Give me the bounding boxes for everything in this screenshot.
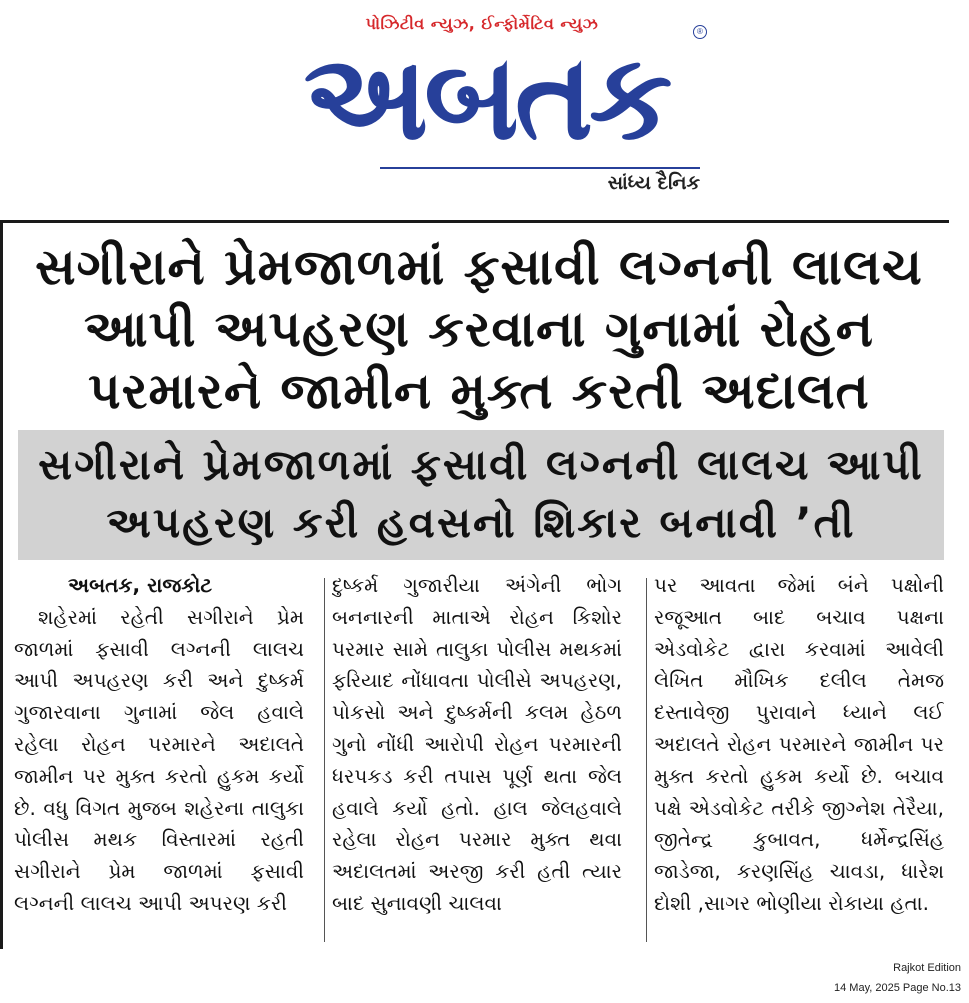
masthead-subtitle: સાંધ્ય દૈનિક: [607, 172, 700, 194]
edition-info: [834, 958, 961, 998]
column-1-text: શહેરમાં રહેતી સગીરાને પ્રેમ જાળમાં ફસાવી લગ્નની લાલચ આપી અપહરણ કરી અને દુષ્કર્મ ગુજારવાના ગુનામાં જેલ હવાલે રહેલા રોહન પરમારને અદાલતે જામીન પર મુક્ત કરતો હુકમ કર્યો છે. વધુ વિગત મુજબ શહેરના તાલુકા પોલીસ મથક વિસ્તારમાં રહતી સગીરાને પ્રેમ જાળમાં ફસાવી લગ્નની લાલચ આપી અપરણ કરી: [14, 604, 304, 915]
column-2-text: દુષ્કર્મ ગુજારીયા અંગેની ભોગ બનનારની માતાએ રોહન કિશોર પરમાર સામે તાલુકા પોલીસ મથકમાં ફરિયાદ નોંધાવતા પોલીસે અપહરણ, પોકસો અને દુષ્કર્મની કલમ હેઠળ ગુનો નોંધી આરોપી રોહન પરમારની ધરપકડ કરી તપાસ પૂર્ણ થતા જેલ હવાલે કર્યો હતો. હાલ જેલહવાલે રહેલા રોહન પરમાર મુક્ત થવા અદાલતમાં અરજી કરી હતી ત્યાર બાદ સુનાવણી ચાલવા: [332, 573, 622, 915]
column-divider: [324, 578, 325, 942]
column-divider: [646, 578, 647, 942]
article-column-1: [14, 570, 304, 946]
edition-date-page: 14 May, 2025 Page No.13: [834, 982, 961, 994]
column-3-text: પર આવતા જેમાં બંને પક્ષોની રજૂઆત બાદ બચાવ પક્ષના એડવોકેટ દ્વારા કરવામાં આવેલી લેખિત મૌખિક દલીલ તેમજ દસ્તાવેજી પુરાવાને ધ્યાને લઈ અદાલતે રોહન પરમારને જામીન પર મુક્ત કરતો હુકમ કર્યો છે. બચાવ પક્ષે એડવોકેટ તરીકે જીગ્નેશ તેરૈયા, જીતેન્દ્ર કુબાવત, ધર્મેન્દ્રસિંહ જાડેજા, કરણસિંહ ચાવડા, ધારેશ દોશી ,સાગર ભોણીયા રોકાયા હતા.: [654, 573, 944, 915]
logo-underline: [380, 167, 700, 169]
masthead-tagline: પોઝિટીવ ન્યુઝ, ઈન્ફોર્મેટિવ ન્યુઝ: [365, 14, 599, 33]
masthead: [0, 0, 969, 210]
article-column-2: [332, 570, 622, 946]
article-byline: અબતક, રાજકોટ: [68, 573, 213, 597]
article-headline: સગીરાને પ્રેમજાળમાં ફસાવી લગ્નની લાલચ આપી અપહરણ કરવાના ગુનામાં રોહન પરમારને જામીન મુક્ત કરતી અદાલત: [35, 238, 923, 420]
newspaper-logo: અબતક: [303, 28, 669, 166]
article-subheadline: સગીરાને પ્રેમજાળમાં ફસાવી લગ્નની લાલચ આપી અપહરણ કરી હવસનો શિકાર બનાવી ’તી: [38, 440, 924, 547]
edition-name: Rajkot Edition: [893, 962, 961, 974]
article-body: [14, 570, 946, 946]
article-column-3: [654, 570, 944, 946]
registered-mark-icon: ®: [693, 25, 707, 39]
